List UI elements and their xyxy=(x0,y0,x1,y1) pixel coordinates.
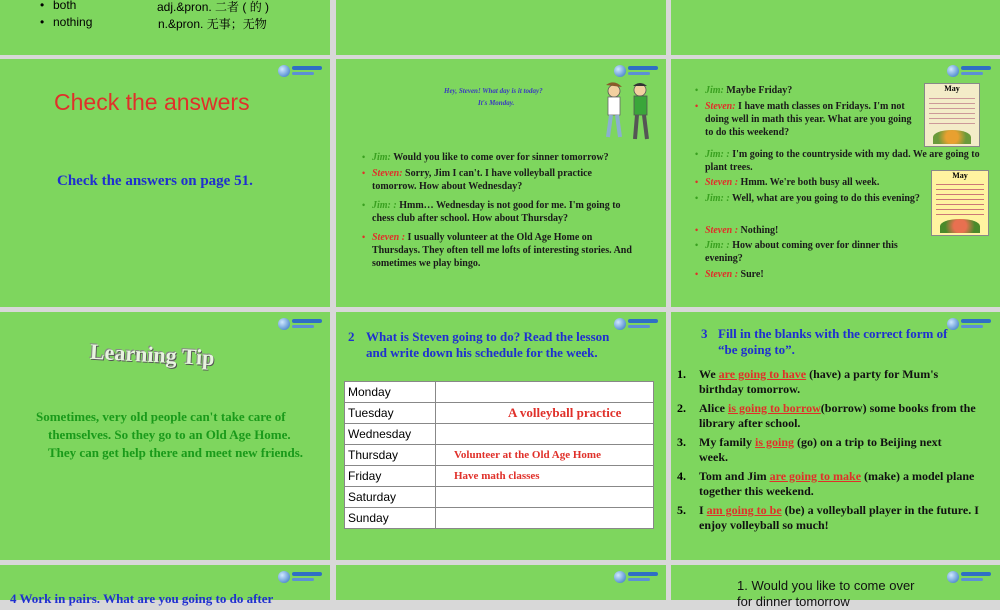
fill-item: Tom and Jim are going to make (make) a model plane together this weekend. xyxy=(699,469,975,498)
answer-text: are going to make xyxy=(769,469,862,483)
day-cell: Saturday xyxy=(345,487,436,508)
item-number: 3. xyxy=(677,435,686,449)
logo-icon xyxy=(278,65,324,77)
slide-title: Check the answers xyxy=(54,89,250,115)
exercise-number: 2 xyxy=(348,329,355,344)
slide-bottom-right[interactable] xyxy=(671,565,1000,609)
two-boys-illustration xyxy=(598,81,658,143)
table-row xyxy=(345,466,654,487)
vocab-word: both xyxy=(53,0,77,12)
table-row xyxy=(345,403,654,424)
logo-icon xyxy=(278,318,324,330)
table-row xyxy=(345,487,654,508)
dialog-line: • Jim: : How about coming over for dinner this evening? xyxy=(695,240,898,264)
dialog-line: • Steven : Nothing! xyxy=(695,225,779,236)
table-row xyxy=(345,424,654,445)
table-row xyxy=(345,445,654,466)
exercise-instruction: Fill in the blanks with the correct form of “be going to”. xyxy=(718,326,948,357)
exercise-instruction: What is Steven going to do? Read the lesson and write down his schedule for the week. xyxy=(366,329,610,360)
item-number: 1. xyxy=(677,367,686,381)
plan-cell xyxy=(436,424,654,445)
answer-text: is going to borrow xyxy=(728,401,821,415)
vocab-pos: n.&pron. 无事；无物 xyxy=(158,17,267,31)
bullet: • xyxy=(40,0,45,12)
dialog-line: • Jim: : Hmm… Wednesday is not good for me. I'm going to chess club after school. How about Thursday? xyxy=(362,200,621,224)
slide-vocab[interactable] xyxy=(0,0,330,55)
dialog-line: • Jim: Maybe Friday? xyxy=(695,85,793,96)
plan-cell xyxy=(436,508,654,529)
table-row xyxy=(345,382,654,403)
slide-bottom-middle[interactable] xyxy=(336,565,666,600)
vocab-row-1 xyxy=(40,0,270,14)
calendar-title: May xyxy=(944,84,960,93)
fill-item: We are going to have (have) a party for Mum's birthday tomorrow. xyxy=(699,367,939,396)
question-text: 1. Would you like to come over for dinner tomorrow xyxy=(737,578,915,609)
fill-item: I am going to be (be) a volleyball player in the future. I enjoy volleyball so much! xyxy=(699,503,979,532)
logo-icon xyxy=(614,65,660,77)
calendar-icon xyxy=(924,83,980,147)
dialog-line: • Jim: Would you like to come over for sinner tomorrow? xyxy=(362,152,609,163)
tip-title: Learning Tip xyxy=(89,338,216,371)
dialog-line: • Steven: I have math classes on Fridays. I'm not doing well in math this year. What are you going to do this weekend? xyxy=(695,101,912,138)
vocab-pos: adj.&pron. 二者 ( 的 ) xyxy=(157,0,270,14)
logo-icon xyxy=(947,571,993,583)
day-cell: Monday xyxy=(345,382,436,403)
day-cell: Thursday xyxy=(345,445,436,466)
logo-icon xyxy=(947,65,993,77)
day-cell: Sunday xyxy=(345,508,436,529)
exercise-instruction: 4 Work in pairs. What are you going to do after xyxy=(10,591,274,606)
bullet: • xyxy=(40,15,45,29)
answer-text: are going to have xyxy=(718,367,807,381)
dialog-line: • Steven : Hmm. We're both busy all week. xyxy=(695,177,880,188)
plan-cell xyxy=(436,382,654,403)
day-cell: Friday xyxy=(345,466,436,487)
dialog-line: • Steven : I usually volunteer at the Old Age Home on Thursdays. They often tell me lofts of interesting stories. And sometimes we play bingo. xyxy=(362,232,632,269)
day-cell: Tuesday xyxy=(345,403,436,424)
fill-item: My family is going (go) on a trip to Beijing next week. xyxy=(699,435,942,464)
check-body: Check the answers on page 51. xyxy=(57,173,253,189)
dialog-line: • Jim: : Well, what are you going to do this evening? xyxy=(695,193,920,204)
slide-fill-blanks[interactable] xyxy=(671,312,1000,560)
plan-cell: A volleyball practice xyxy=(436,403,654,424)
item-number: 2. xyxy=(677,401,686,415)
item-number: 5. xyxy=(677,503,686,517)
tip-body: Sometimes, very old people can't take care of themselves. So they go to an Old Age Home. They can get help there and meet new friends. xyxy=(36,409,304,460)
fill-item: Alice is going to borrow(borrow) some books from the library after school. xyxy=(699,401,976,430)
logo-icon xyxy=(614,571,660,583)
exercise-number: 3 xyxy=(701,326,708,341)
calendar-icon-2 xyxy=(931,170,989,236)
plan-cell: Volunteer at the Old Age Home xyxy=(436,445,654,466)
slide-top-right[interactable] xyxy=(671,0,1000,55)
slide-dialog-2[interactable] xyxy=(671,59,1000,307)
plan-cell xyxy=(436,487,654,508)
slide-work-in-pairs[interactable] xyxy=(0,565,330,606)
answer-text: is going xyxy=(755,435,795,449)
slide-top-middle[interactable] xyxy=(336,0,666,55)
caption-1: Hey, Steven! What day is it today? xyxy=(444,87,543,95)
vocab-word: nothing xyxy=(53,15,93,29)
schedule-table xyxy=(344,381,654,529)
slide-dialog-1[interactable] xyxy=(336,59,666,307)
item-number: 4. xyxy=(677,469,686,483)
dialog-line: • Jim: : I'm going to the countryside with my dad. We are going to plant trees. xyxy=(695,149,980,173)
slide-learning-tip[interactable] xyxy=(0,312,330,560)
day-cell: Wednesday xyxy=(345,424,436,445)
answer-text: am going to be xyxy=(706,503,782,517)
caption-2: It's Monday. xyxy=(478,99,515,107)
plan-cell: Have math classes xyxy=(436,466,654,487)
dialog-line: • Steven : Sure! xyxy=(695,269,764,280)
slide-check-answers[interactable] xyxy=(0,59,330,307)
dialog-line: • Steven: Sorry, Jim I can't. I have volleyball practice tomorrow. How about Wednesday? xyxy=(362,168,592,192)
slide-schedule[interactable] xyxy=(336,312,666,560)
logo-icon xyxy=(278,571,324,583)
table-row xyxy=(345,508,654,529)
calendar-title: May xyxy=(952,171,968,180)
vocab-row-2 xyxy=(40,15,267,31)
